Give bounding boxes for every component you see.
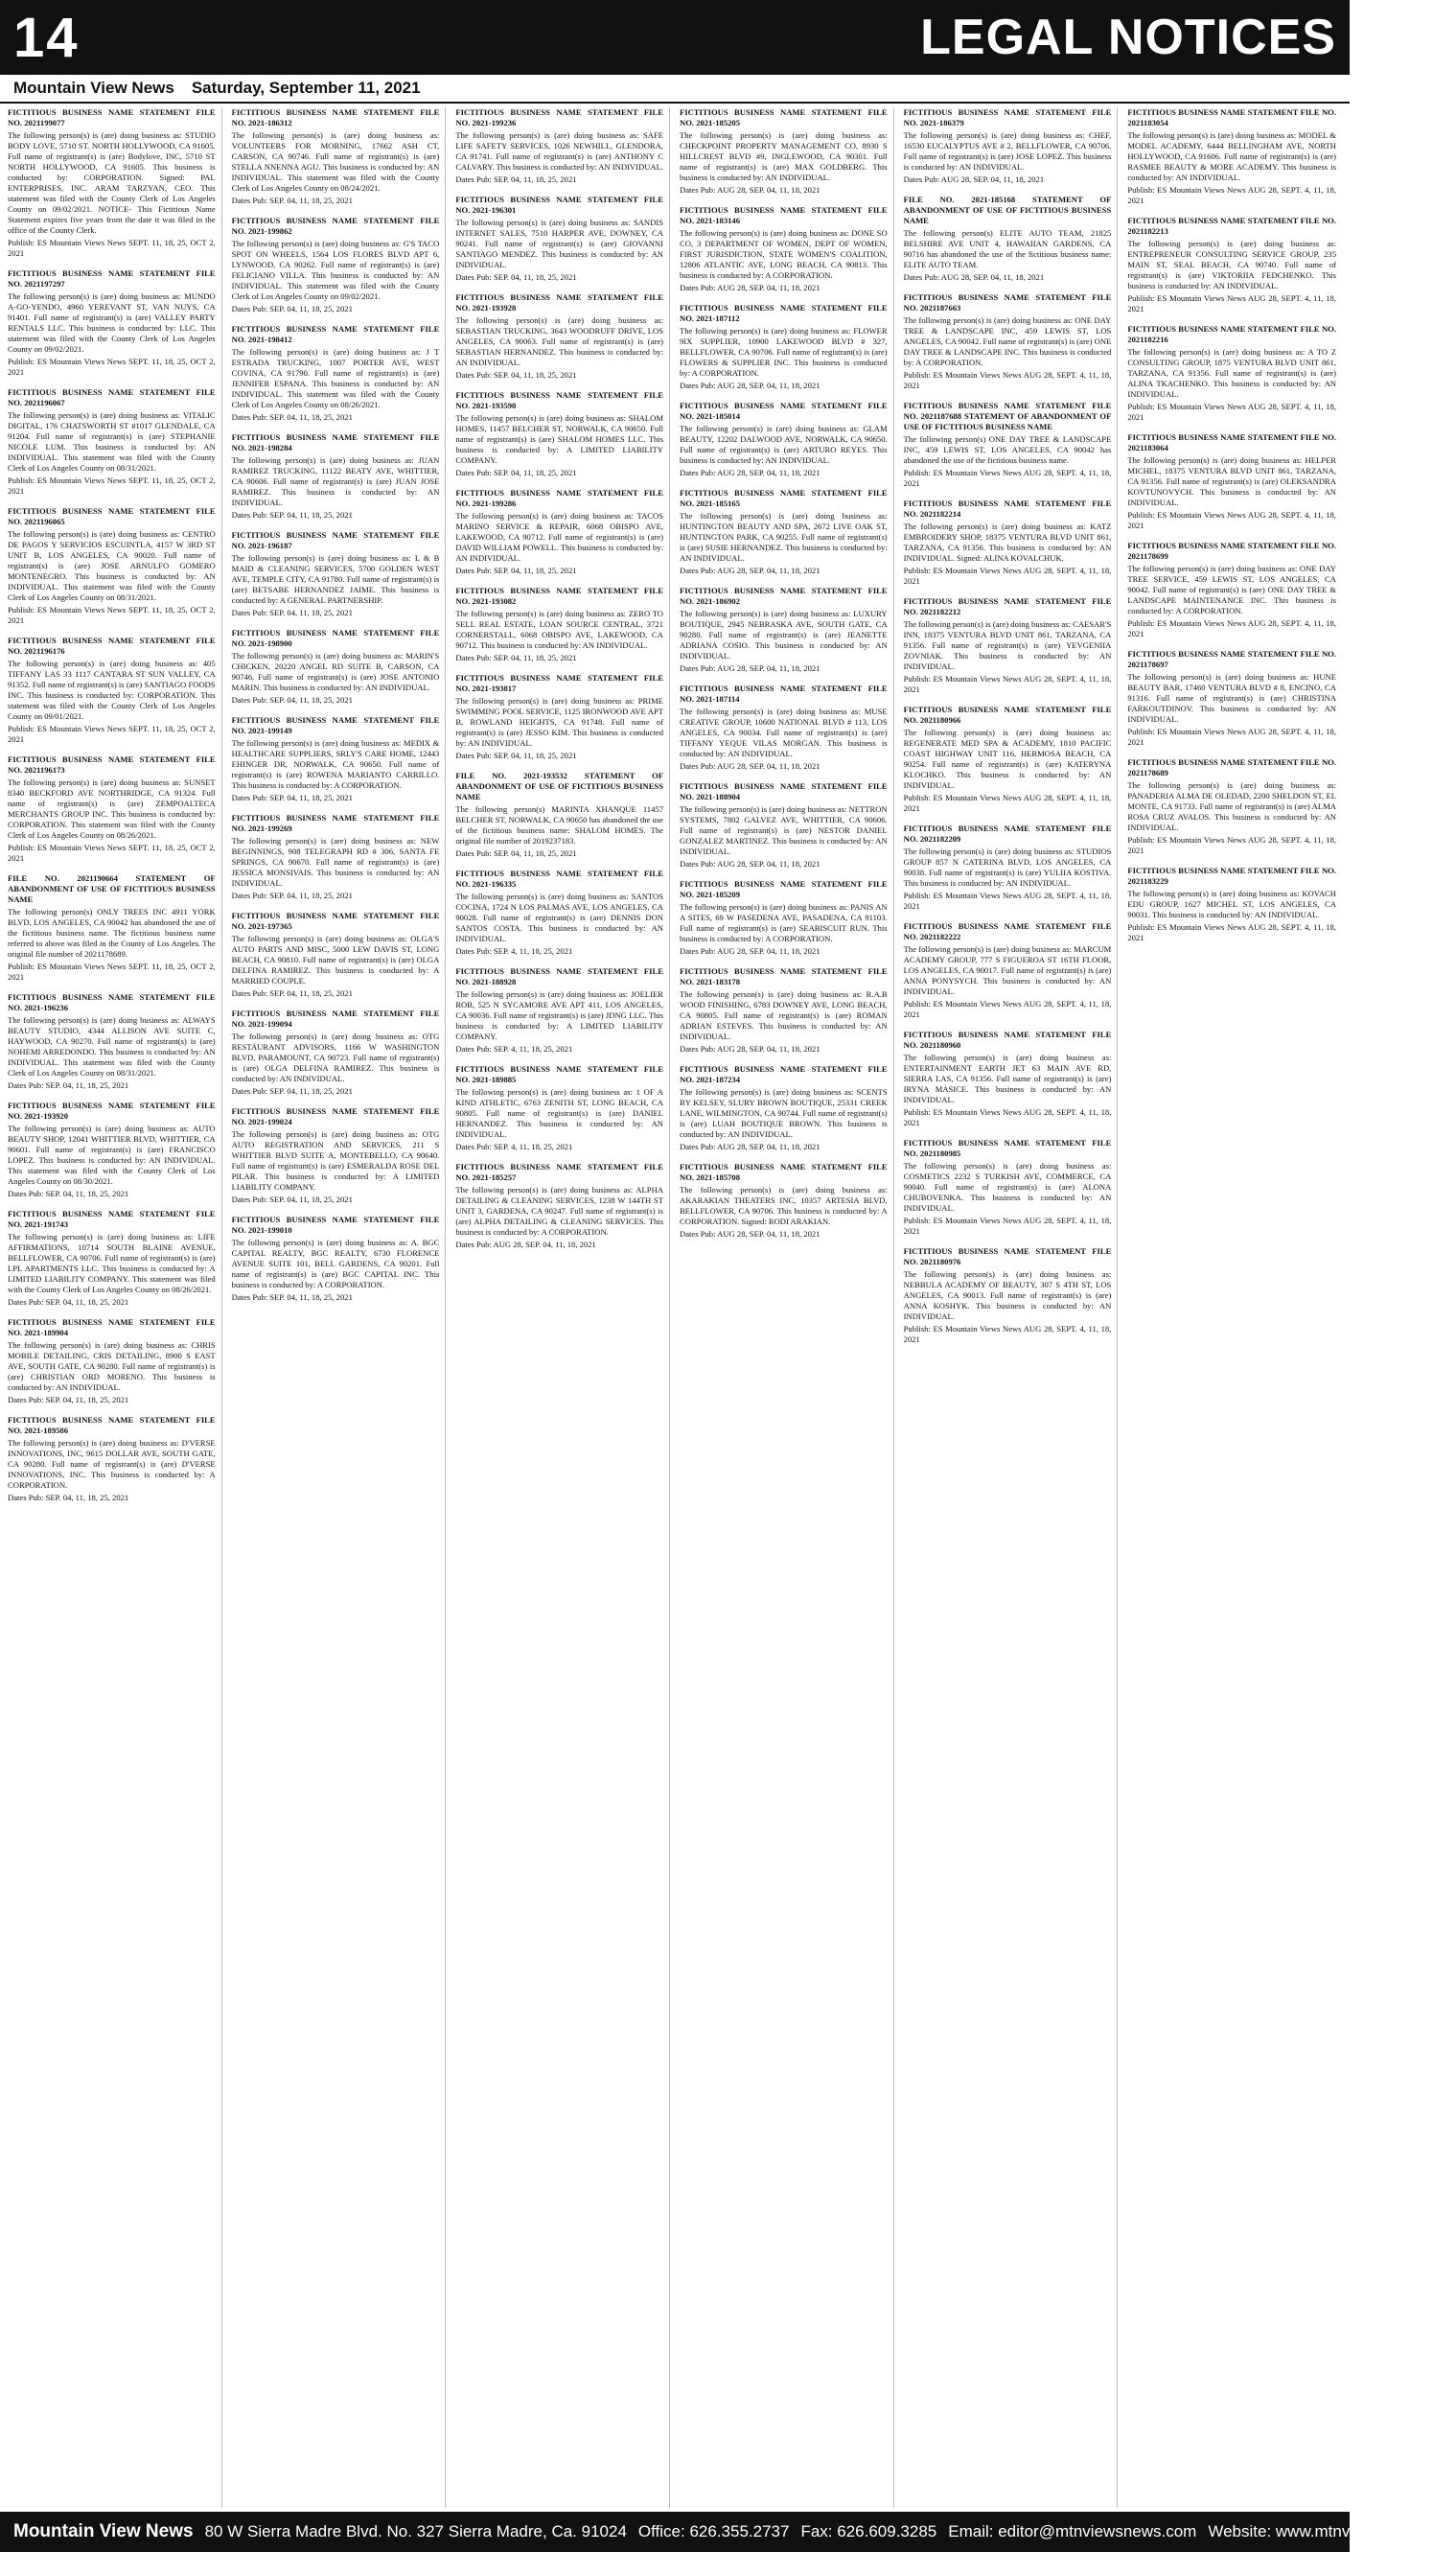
notice-heading: FICTITIOUS BUSINESS NAME STATEMENT FILE NO. 2021-189586 [8,1415,216,1435]
legal-notice [455,869,663,957]
page-number: 14 [13,6,80,69]
legal-notice [904,705,1112,814]
notice-body: The following person(s) is (are) doing business as: AKARAKIAN THEATERS INC, 10357 ARTESIA BLVD, BELLFLOWER, CA 90706. This business is conducted by: A CORPORATION. Signed: RODI ARAKIAN. [680,1185,888,1226]
notice-body: The following person(s) is (are) doing business as: VOLUNTEERS FOR MORNING, 17662 ASH CT, CARSON, CA 90746. Full name of registrant(s) is (are) STELLA NNENNA AGU. This business is conducted by: AN INDIVIDUAL. This statement was filed with the County Clerk of Los Angeles County on 08/24/2021. [231,130,440,193]
notice-pub: Dates Pub: AUG 28, SEP. 04, 11, 18, 2021 [680,381,820,390]
notice-heading: FICTITIOUS BUSINESS NAME STATEMENT FILE NO. 2021-188928 [455,966,663,986]
legal-notice [455,195,663,283]
notice-heading: FICTITIOUS BUSINESS NAME STATEMENT FILE NO. 2021-196187 [231,530,440,550]
legal-notice [8,636,216,745]
notice-pub: Dates Pub: AUG 28, SEP. 04, 11, 18, 2021 [680,1229,820,1239]
notice-heading: FICTITIOUS BUSINESS NAME STATEMENT FILE NO. 2021-186312 [231,107,440,128]
notice-pub: Publish: ES Mountain Views News AUG 28, SEPT. 4, 11, 18, 2021 [903,566,1112,586]
notice-body: The following person(s) is (are) doing business as: CAESAR'S INN, 18375 VENTURA BLVD UNIT 861, TARZANA, CA 91356. Full name of registrant(s) is (are) YEVGENIIA ZOVNIAK. This business is conducted by: AN INDIVIDUAL. [903,619,1112,671]
legal-notice [8,1317,216,1405]
footer-paper-name: Mountain View News [13,2521,194,2541]
notice-body: The following person(s) is (are) doing business as: SUNSET 8340 BECKFORD AVE NORTHRIDGE, CA 91324. Full name of registrant(s) is (are) ZEMPOALTECA MERCHANTS GROUP INC. This business is conducted by: CORPORATION. This statement was filed with the County Clerk of Los Angeles County on 08/26/2021. [8,777,216,840]
notice-heading: FICTITIOUS BUSINESS NAME STATEMENT FILE NO. 2021187663 [903,292,1112,313]
legal-notice [904,292,1112,391]
notice-heading: FICTITIOUS BUSINESS NAME STATEMENT FILE NO. 2021-199862 [231,216,440,236]
notice-body: The following person(s) is (are) doing business as: HUNE BEAUTY BAR, 17460 VENTURA BLVD # 8, ENCINO, CA 91316. Full name of registrant(s) is (are) CHRISTINA FARKOUTDINOV. This business is conducted by: AN INDIVIDUAL. [1127,672,1336,724]
notice-heading: FICTITIOUS BUSINESS NAME STATEMENT FILE NO. 2021-199024 [231,1106,440,1126]
notice-pub: Dates Pub: AUG 28, SEP. 04, 11, 18, 2021 [455,1240,596,1249]
notice-heading: FILE NO. 2021-185168 STATEMENT OF ABANDONMENT OF USE OF FICTITIOUS BUSINESS NAME [903,195,1112,225]
footer-office-phone: Office: 626.355.2737 [637,2522,790,2540]
notice-heading: FICTITIOUS BUSINESS NAME STATEMENT FILE NO. 2021182214 [903,499,1112,519]
notice-heading: FICTITIOUS BUSINESS NAME STATEMENT FILE NO. 2021180966 [903,705,1112,725]
notice-body: The following person(s) is (are) doing business as: CHECKPOINT PROPERTY MANAGEMENT CO, 8930 S HILLCREST BLVD #9, INGLEWOOD, CA 90301. Full name of registrant(s) is (are) MAX GOLDBERG. This business is conducted by: AN INDIVIDUAL. [680,130,888,182]
legal-notice [455,966,663,1055]
notice-body: The following person(s) is (are) doing business as: KATZ EMBROIDERY SHOP, 18375 VENTURA BLVD UNIT 861, TARZANA, CA 91356. This business is conducted by: AN INDIVIDUAL. Signed: ALINA KOVALCHUK. [903,522,1112,563]
notice-body: The following person(s) is (are) doing business as: JOELIER ROB, 525 N SYCAMORE AVE APT 411, LOS ANGELES, CA 90036. Full name of registrant(s) is (are) JDNG LLC. This business is conducted by: A LIMITED LIABILITY COMPANY. [455,989,663,1041]
notice-body: The following person(s) is (are) doing business as: ENTERTAINMENT EARTH JET 63 MAIN AVE RD, SIERRA LAS, CA 91356. Full name of registrant(s) is (are) IRYNA MASICE. This business is conducted by: AN INDIVIDUAL. [903,1053,1112,1104]
notice-heading: FICTITIOUS BUSINESS NAME STATEMENT FILE NO. 2021-193817 [455,673,663,693]
notice-pub: Dates Pub: SEP. 04, 11, 18, 25, 2021 [231,891,353,900]
legal-notice [232,107,440,206]
notice-pub: Dates Pub: SEP. 04, 11, 18, 25, 2021 [8,1493,129,1502]
notice-pub: Publish: ES Mountain Views News SEPT. 11, 18, 25, OCT 2, 2021 [8,238,216,258]
notice-heading: FICTITIOUS BUSINESS NAME STATEMENT FILE NO. 2021-185257 [455,1162,663,1182]
notice-pub: Publish: ES Mountain Views News SEPT. 11, 18, 25, OCT 2, 2021 [8,724,216,744]
legal-notice [680,401,888,478]
legal-notice [455,107,663,185]
notice-pub: Dates Pub: SEP. 04, 11, 18, 25, 2021 [455,566,577,575]
legal-notice [8,754,216,864]
legal-notice [904,195,1112,283]
notice-pub: Dates Pub: SEP. 4, 11, 18, 25, 2021 [455,1142,573,1151]
legal-notice [680,781,888,870]
legal-notice [904,499,1112,587]
notice-body: The following person(s) is (are) doing business as: NETTRON SYSTEMS, 7802 GALVEZ AVE, WHITTIER, CA 90606. Full name of registrant(s) is (are) NESTOR DANIEL GONZALEZ MARTINEZ. This business is conducted by: AN INDIVIDUAL. [680,804,888,856]
notice-pub: Publish: ES Mountain Views News AUG 28, SEPT. 4, 11, 18, 2021 [903,1107,1112,1127]
notice-pub: Publish: ES Mountain Views News AUG 28, SEPT. 4, 11, 18, 2021 [903,1324,1112,1344]
notice-heading: FICTITIOUS BUSINESS NAME STATEMENT FILE NO. 2021-185708 [680,1162,888,1182]
notice-pub: Dates Pub: SEP. 04, 11, 18, 25, 2021 [231,1086,353,1096]
legal-notice [232,628,440,706]
legal-notice [680,488,888,576]
legal-notice [904,824,1112,912]
notice-body: The following person(s) MARINTA XHANQUE 11457 BELCHER ST, NORWALK, CA 90650 has abandoned the use of the fictitious business name: SHALOM HOMES. The original file number of 2019237183. [455,804,663,846]
legal-notice [455,1162,663,1250]
notice-heading: FICTITIOUS BUSINESS NAME STATEMENT FILE NO. 2021183064 [1127,432,1336,452]
notice-column [904,107,1119,2508]
notice-body: The following person(s) is (are) doing business as: STUDIO BODY LOVE, 5710 ST. NORTH HOLLYWOOD, CA 91605. Full name of registrant(s) is (are) Bodylove, INC, 5710 ST NORTH HOLLYWOOD, CA 91605. This business is conducted by: CORPORATION. Signed: PAL ENTERPRISES, INC. ARAM TARZYAN, CEO. This statement was filed with the County Clerk of Los Angeles County on 09/02/2021. NOTICE- This Fictitious Name Statement expires five years from the date it was filed in the office of the County Clerk. [8,130,216,235]
notice-heading: FICTITIOUS BUSINESS NAME STATEMENT FILE NO. 2021-196301 [455,195,663,215]
notice-heading: FICTITIOUS BUSINESS NAME STATEMENT FILE NO. 2021-198284 [231,432,440,452]
notice-heading: FICTITIOUS BUSINESS NAME STATEMENT FILE NO. 2021-198412 [231,324,440,344]
legal-notice [8,268,216,378]
notice-body: The following person(s) is (are) doing business as: CHRIS MOBILE DETAILING, CRIS DETAILING, 8900 S EAST AVE, SOUTH GATE, CA 90280. Full name of registrant(s) is (are) CHRISTIAN ORD MORENO. This business is conducted by: AN INDIVIDUAL. [8,1340,216,1392]
notice-body: The following person(s) is (are) doing business as: ONE DAY TREE SERVICE, 459 LEWIS ST, LOS ANGELES, CA 90042. Full name of registrant(s) is (are) ONE DAY TREE & LANDSCAPE MAINTENANCE INC. This business is conducted by: A CORPORATION. [1127,564,1336,615]
notice-heading: FICTITIOUS BUSINESS NAME STATEMENT FILE NO. 2021-189885 [455,1064,663,1084]
notice-body: The following person(s) is (are) doing business as: TACOS MARINO SERVICE & REPAIR, 6068 OBISPO AVE, LAKEWOOD, CA 90712. Full name of registrant(s) is (are) DAVID WILLIAM POWELL. This business is conducted by: AN INDIVIDUAL. [455,511,663,563]
legal-notice [904,1030,1112,1128]
notice-heading: FICTITIOUS BUSINESS NAME STATEMENT FILE NO. 2021178689 [1127,757,1336,777]
notice-pub: Dates Pub: SEP. 4, 11, 18, 25, 2021 [455,946,573,956]
notice-pub: Dates Pub: SEP. 04, 11, 18, 25, 2021 [231,1195,353,1204]
notice-pub: Dates Pub: SEP. 04, 11, 18, 25, 2021 [8,1189,129,1198]
legal-notice [680,303,888,391]
legal-notice [1127,324,1336,423]
notice-pub: Publish: ES Mountain Views News AUG 28, SEPT. 4, 11, 18, 2021 [1127,618,1336,638]
legal-notice [232,432,440,521]
notice-pub: Dates Pub: SEP. 04, 11, 18, 25, 2021 [231,412,353,422]
notice-heading: FICTITIOUS BUSINESS NAME STATEMENT FILE NO. 2021-185014 [680,401,888,421]
masthead [0,0,1350,75]
notice-pub: Dates Pub: SEP. 04, 11, 18, 25, 2021 [231,793,353,802]
notice-body: The following person(s) is (are) doing business as: ENTREPRENEUR CONSULTING SERVICE GROUP, 235 MAIN ST, SEAL BEACH, CA 90740. Full name of registrant(s) is (are) VIKTORIIA FEDCHENKO. This business is conducted by: AN INDIVIDUAL. [1127,239,1336,290]
notice-body: The following person(s) is (are) doing business as: LIFE AFFIRMATIONS, 10714 SOUTH BLAINE AVENUE, BELLFLOWER, CA 90706. Full name of registrant(s) is (are) LPL APARTMENTS LLC. This business is conducted by: A LIMITED LIABILITY COMPANY. This statement was filed with the County Clerk of Los Angeles County on 08/26/2021. [8,1232,216,1294]
notice-heading: FICTITIOUS BUSINESS NAME STATEMENT FILE NO. 2021196173 [8,754,216,775]
notice-heading: FICTITIOUS BUSINESS NAME STATEMENT FILE NO. 2021-186902 [680,586,888,606]
notice-pub: Dates Pub: AUG 28, SEP. 04, 11, 18, 2021 [680,663,820,673]
legal-notice [8,1101,216,1199]
notice-heading: FICTITIOUS BUSINESS NAME STATEMENT FILE NO. 2021-183178 [680,966,888,986]
legal-notice [1127,649,1336,748]
legal-notice [1127,107,1336,206]
notice-body: The following person(s) is (are) doing business as: LUXURY BOUTIQUE, 2945 NEBRASKA AVE, SOUTH GATE, CA 90280. Full name of registrant(s) is (are) JEANETTE ADRIANA COSIO. This business is conducted by: AN INDIVIDUAL. [680,609,888,661]
legal-notice [455,673,663,761]
legal-notice [8,107,216,259]
legal-notice [455,1064,663,1152]
notice-pub: Publish: ES Mountain Views News AUG 28, SEPT. 4, 11, 18, 2021 [903,1216,1112,1236]
notice-pub: Dates Pub: AUG 28, SEP. 04, 11, 18, 2021 [680,185,820,195]
notice-column [455,107,670,2508]
notice-pub: Dates Pub: SEP. 04, 11, 18, 25, 2021 [455,848,577,858]
notice-body: The following person(s) is (are) doing business as: MUSE CREATIVE GROUP, 10600 NATIONAL BLVD # 113, LOS ANGELES, CA 90034. Full name of registrant(s) is (are) TIFFANY YEQUE VILAS MORGAN. This business is conducted by: AN INDIVIDUAL. [680,707,888,758]
section-title: LEGAL NOTICES [920,10,1336,65]
legal-notice [8,992,216,1091]
legal-notice [232,911,440,999]
notice-heading: FICTITIOUS BUSINESS NAME STATEMENT FILE NO. 2021-199094 [231,1009,440,1029]
footer-website: Website: www.mtnviewsnews.com [1208,2522,1456,2540]
notice-body: The following person(s) is (are) doing business as: SCENTS BY KELSEY, SLURY BROWN BOUTIQUE, 25331 CREEK LANE, WILMINGTON, CA 90744. Full name of registrant(s) is (are) LUAH BOUTIQUE BROWN. This business is conducted by: AN INDIVIDUAL. [680,1087,888,1139]
notice-body: The following person(s) is (are) doing business as: R.A.B WOOD FINISHING, 6783 DOWNEY AVE, LONG BEACH, CA 90805. Full name of registrant(s) is (are) ROMAN ADRIAN ESTEVES. This business is conducted by: AN INDIVIDUAL. [680,989,888,1041]
notice-pub: Publish: ES Mountain Views News AUG 28, SEPT. 4, 11, 18, 2021 [1127,293,1336,313]
notice-heading: FICTITIOUS BUSINESS NAME STATEMENT FILE NO. 2021182216 [1127,324,1336,344]
notice-pub: Publish: ES Mountain Views News SEPT. 11, 18, 25, OCT 2, 2021 [8,476,216,496]
notice-body: The following person(s) is (are) doing business as: SANDIS INTERNET SALES, 7510 HARPER AVE, DOWNEY, CA 90241. Full name of registrant(s) is (are) GIOVANNI SANTIAGO MENDEZ. This business is conducted by: AN INDIVIDUAL. [455,218,663,269]
notice-body: The following person(s) is (are) doing business as: A TO Z CONSULTING GROUP, 1875 VENTURA BLVD UNIT 861, TARZANA, CA 91356. Full name of registrant(s) is (are) ALINA TKACHENKO. This business is conducted by: AN INDIVIDUAL. [1127,347,1336,399]
notice-pub: Publish: ES Mountain Views News SEPT. 11, 18, 25, OCT 2, 2021 [8,843,216,863]
notice-pub: Dates Pub: AUG 28, SEP. 04, 11, 18, 2021 [680,283,820,292]
notice-pub: Dates Pub: SEP. 04, 11, 18, 25, 2021 [455,370,577,380]
notice-body: The following person(s) is (are) doing business as: L & B MAID & CLEANING SERVICES, 5700 GOLDEN WEST AVE, TEMPLE CITY, CA 91780. Full name of registrant(s) is (are) BETSABE HERNANDEZ JAIME. This business is conducted by: A GENERAL PARTNERSHIP. [231,553,440,605]
notice-heading: FICTITIOUS BUSINESS NAME STATEMENT FILE NO. 2021-188904 [680,781,888,801]
notice-heading: FICTITIOUS BUSINESS NAME STATEMENT FILE NO. 2021-193920 [8,1101,216,1121]
legal-notice [8,1209,216,1308]
notice-heading: FICTITIOUS BUSINESS NAME STATEMENT FILE NO. 2021-185209 [680,879,888,899]
paper-name: Mountain View News [13,79,174,97]
footer-address: 80 W Sierra Madre Blvd. No. 327 Sierra Madre, Ca. 91024 [204,2522,627,2540]
notice-body: The following person(s) is (are) doing business as: COSMETICS 2232 S TURKISH AVE, COMMERCE, CA 90040. Full name of registrant(s) is (are) ALONA CHUBOVENKA. This business is conducted by: AN INDIVIDUAL. [903,1161,1112,1213]
legal-notice [680,586,888,674]
notice-pub: Publish: ES Mountain Views News AUG 28, SEPT. 4, 11, 18, 2021 [903,674,1112,694]
notice-heading: FICTITIOUS BUSINESS NAME STATEMENT FILE NO. 2021-199149 [231,715,440,735]
notice-body: The following person(s) is (are) doing business as: JUAN RAMIREZ TRUCKING, 11122 BEATY AVE, WHITTIER, CA 90606. Full name of registrant(s) is (are) JUAN JOSE RAMIREZ. This business is conducted by: AN INDIVIDUAL. [231,455,440,507]
notice-body: The following person(s) is (are) doing business as: FLOWER 9IX SUPPLIER, 10900 LAKEWOOD BLVD # 327, BELLFLOWER, CA 90706. Full name of registrant(s) is (are) FLOWERS & SUPPLIER INC. This business is conducted by: A CORPORATION. [680,326,888,378]
notice-body: The following person(s) is (are) doing business as: NEBBULA ACADEMY OF BEAUTY, 307 S 4TH ST, LOS ANGELES, CA 90013. Full name of registrant(s) is (are) ANNA KOSHYK. This business is conducted by: AN INDIVIDUAL. [903,1269,1112,1321]
legal-notice [8,506,216,626]
notice-heading: FICTITIOUS BUSINESS NAME STATEMENT FILE NO. 2021182213 [1127,216,1336,236]
notice-body: The following person(s) ONLY TREES INC 4911 YORK BLVD, LOS ANGELES, CA 90042 has abandoned the use of the fictitious business name. The fictitious business name referred to above was filed in the County of Los Angeles. The original file number of 2021178689. [8,907,216,959]
legal-notice [455,390,663,478]
legal-notice [904,1138,1112,1237]
notice-body: The following person(s) is (are) doing business as: MARCUM ACADEMY GROUP, 777 S FIGUEROA ST 16TH FLOOR, LOS ANGELES, CA 90017. Full name of registrant(s) is (are) ANNA PONYSYCH. This business is conducted by: AN INDIVIDUAL. [903,944,1112,996]
notice-heading: FICTITIOUS BUSINESS NAME STATEMENT FILE NO. 2021-199236 [455,107,663,128]
notice-heading: FICTITIOUS BUSINESS NAME STATEMENT FILE NO. 2021196067 [8,387,216,407]
notice-body: The following person(s) is (are) doing business as: PRIME SWIMMING POOL SERVICE, 1125 IRONWOOD AVE APT B, ROWLAND HEIGHTS, CA 91748. Full name of registrant(s) is (are) JESSO KIM. This business is conducted by: AN INDIVIDUAL. [455,696,663,748]
notice-heading: FICTITIOUS BUSINESS NAME STATEMENT FILE NO. 2021-186379 [903,107,1112,128]
notice-body: The following person(s) is (are) doing business as: VITALIC DIGITAL, 176 CHATSWORTH ST #1017 GLENDALE, CA 91204. Full name of registrant(s) is (are) STEPHANIE NICOLE LUM. This business is conducted by: AN INDIVIDUAL. This statement was filed with the County Clerk of Los Angeles County on 08/31/2021. [8,410,216,473]
notice-heading: FICTITIOUS BUSINESS NAME STATEMENT FILE NO. 2021-196236 [8,992,216,1012]
notice-heading: FICTITIOUS BUSINESS NAME STATEMENT FILE NO. 2021-189904 [8,1317,216,1337]
legal-notice [680,879,888,957]
notice-heading: FICTITIOUS BUSINESS NAME STATEMENT FILE NO. 2021178699 [1127,541,1336,561]
notice-body: The following person(s) is (are) doing business as: D'VERSE INNOVATIONS, INC, 9615 DOLLAR AVE, SOUTH GATE, CA 90280. Full name of registrant(s) is (are) D'VERSE INNOVATIONS, INC. This business is conducted by: A CORPORATION. [8,1438,216,1490]
legal-notice [1127,866,1336,943]
notice-heading: FICTITIOUS BUSINESS NAME STATEMENT FILE NO. 2021183229 [1127,866,1336,886]
notice-pub: Publish: ES Mountain Views News SEPT. 11, 18, 25, OCT 2, 2021 [8,962,216,982]
legal-notice [904,1246,1112,1345]
notice-pub: Dates Pub: AUG 28, SEP. 04, 11, 18, 2021 [903,174,1045,184]
footer-fax: Fax: 626.609.3285 [800,2522,937,2540]
notice-heading: FICTITIOUS BUSINESS NAME STATEMENT FILE NO. 2021-185205 [680,107,888,128]
notice-body: The following person(s) ONE DAY TREE & LANDSCAPE INC, 459 LEWIS ST, LOS ANGELES, CA 90042 has abandoned the use of the fictitious business name. [903,434,1112,465]
footer-email: Email: editor@mtnviewsnews.com [948,2522,1197,2540]
notice-heading: FICTITIOUS BUSINESS NAME STATEMENT FILE NO. 2021-185165 [680,488,888,508]
notice-heading: FICTITIOUS BUSINESS NAME STATEMENT FILE NO. 2021-198900 [231,628,440,648]
legal-notice [232,1009,440,1097]
notice-body: The following person(s) is (are) doing business as: ALWAYS BEAUTY STUDIO, 4344 ALLISON AVE SUITE C, HAYWOOD, CA 90270. Full name of registrant(s) is (are) NOHEMI ARREDONDO. This business is conducted by: AN INDIVIDUAL. This statement was filed with the County Clerk of Los Angeles County on 08/31/2021. [8,1015,216,1078]
notice-body: The following person(s) is (are) doing business as: ALPHA DETAILING & CLEANING SERVICES, 1238 W 144TH ST UNIT 3, GARDENA, CA 90247. Full name of registrant(s) is (are) ALPHA DETAILING & CLEANING SERVICES. This business is conducted by: A CORPORATION. [455,1185,663,1237]
notice-heading: FICTITIOUS BUSINESS NAME STATEMENT FILE NO. 2021182222 [903,921,1112,941]
notice-pub: Dates Pub: AUG 28, SEP. 04, 11, 18, 2021 [680,761,820,771]
notice-pub: Publish: ES Mountain Views News AUG 28, SEPT. 4, 11, 18, 2021 [903,999,1112,1019]
notice-body: The following person(s) is (are) doing business as: MODEL & MODEL ACADEMY, 6444 BELLINGHAM AVE, NORTH HOLLYWOOD, CA 91606. Full name of registrant(s) is (are) RASMEE BEAUTY & MORE ACADEMY. This business is conducted by: AN INDIVIDUAL. [1127,130,1336,182]
notice-pub: Dates Pub: AUG 28, SEP. 04, 11, 18, 2021 [680,566,820,575]
notice-body: The following person(s) is (are) doing business as: 1 OF A KIND ATHLETIC, 6763 ZENITH ST, LONG BEACH, CA 90805. Full name of registrant(s) is (are) DANIEL HERNANDEZ. This business is conducted by: AN INDIVIDUAL. [455,1087,663,1139]
notice-heading: FICTITIOUS BUSINESS NAME STATEMENT FILE NO. 2021196065 [8,506,216,526]
notice-heading: FICTITIOUS BUSINESS NAME STATEMENT FILE NO. 2021-193928 [455,292,663,313]
notice-body: The following person(s) is (are) doing business as: SEBASTIAN TRUCKING, 3643 WOODRUFF DRIVE, LOS ANGELES, CA 90063. Full name of registrant(s) is (are) SEBASTIAN HERNANDEZ. This business is conducted by: AN INDIVIDUAL. [455,315,663,367]
notice-body: The following person(s) is (are) doing business as: SANTOS COCINA, 1724 N LOS PALMAS AVE, LOS ANGELES, CA 90028. Full name of registrant(s) is (are) DENNIS DON SANTOS COSTA. This business is conducted by: AN INDIVIDUAL. [455,892,663,943]
notice-pub: Dates Pub: SEP. 04, 11, 18, 25, 2021 [8,1080,129,1090]
legal-notice [232,715,440,803]
notice-pub: Publish: ES Mountain Views News AUG 28, SEPT. 4, 11, 18, 2021 [1127,510,1336,530]
notice-heading: FICTITIOUS BUSINESS NAME STATEMENT FILE NO. 2021183054 [1127,107,1336,128]
notice-pub: Dates Pub: SEP. 04, 11, 18, 25, 2021 [455,468,577,477]
issue-line [0,75,1350,104]
notice-pub: Dates Pub: AUG 28, SEP. 04, 11, 18, 2021 [680,946,820,956]
notice-heading: FICTITIOUS BUSINESS NAME STATEMENT FILE NO. 2021-183146 [680,205,888,225]
legal-notice [8,387,216,497]
notice-pub: Publish: ES Mountain Views News AUG 28, SEPT. 4, 11, 18, 2021 [903,468,1112,488]
notice-pub: Dates Pub: SEP. 04, 11, 18, 25, 2021 [231,1292,353,1302]
notice-heading: FICTITIOUS BUSINESS NAME STATEMENT FILE NO. 2021187688 STATEMENT OF ABANDONMENT OF USE OF FICTITIOUS BUSINESS NAME [903,401,1112,431]
legal-notice [1127,432,1336,531]
notice-pub: Publish: ES Mountain Views News AUG 28, SEPT. 4, 11, 18, 2021 [1127,835,1336,855]
notice-pub: Dates Pub: SEP. 04, 11, 18, 25, 2021 [455,653,577,662]
notice-body: The following person(s) is (are) doing business as: OTG RESTAURANT ADVISORS, 1166 W WASHINGTON BLVD, PARAMOUNT, CA 90723. Full name of registrant(s) is (are) OLGA DELFINA RAMIREZ. This business is conducted by: AN INDIVIDUAL. [231,1032,440,1083]
notice-heading: FICTITIOUS BUSINESS NAME STATEMENT FILE NO. 2021182209 [903,824,1112,844]
notice-pub: Publish: ES Mountain Views News AUG 28, SEPT. 4, 11, 18, 2021 [903,891,1112,911]
legal-notice [680,107,888,196]
issue-date: Saturday, September 11, 2021 [191,79,421,97]
legal-notice [1127,216,1336,314]
notice-pub: Publish: ES Mountain Views News AUG 28, SEPT. 4, 11, 18, 2021 [1127,922,1336,942]
notice-pub: Dates Pub: SEP. 04, 11, 18, 25, 2021 [455,272,577,282]
notice-heading: FICTITIOUS BUSINESS NAME STATEMENT FILE NO. 2021-199286 [455,488,663,508]
notice-body: The following person(s) is (are) doing business as: OTG AUTO REGISTRATION AND SERVICES, 211 S WHITTIER BLVD SUITE A, MONTEBELLO, CA 90640. Full name of registrant(s) is (are) ESMERALDA ROSE DEL PILAR. This business is conducted by: A LIMITED LIABILITY COMPANY. [231,1129,440,1192]
notice-body: The following person(s) is (are) doing business as: HELPER MICHEL, 18375 VENTURA BLVD UNIT 861, TARZANA, CA 91356. Full name of registrant(s) is (are) OLEKSANDRA KOVTUNOVYCH. This business is conducted by: AN INDIVIDUAL. [1127,455,1336,507]
notice-heading: FICTITIOUS BUSINESS NAME STATEMENT FILE NO. 2021-197365 [231,911,440,931]
notice-heading: FICTITIOUS BUSINESS NAME STATEMENT FILE NO. 2021-187114 [680,684,888,704]
notice-body: The following person(s) ELITE AUTO TEAM, 21825 BELSHIRE AVE UNIT 4, HAWAIIAN GARDENS, CA 90716 has abandoned the use of the fictitious business name: ELITE AUTO TEAM. [903,228,1112,269]
notice-pub: Dates Pub: SEP. 04, 11, 18, 25, 2021 [455,751,577,760]
notice-body: The following person(s) is (are) doing business as: KOVACH EDU GROUP, 1627 MICHEL ST, LOS ANGELES, CA 90031. This business is conducted by: AN INDIVIDUAL. [1127,889,1336,919]
notice-pub: Dates Pub: AUG 28, SEP. 04, 11, 18, 2021 [680,468,820,477]
notice-body: The following person(s) is (are) doing business as: OLGA'S AUTO PARTS AND MISC, 5000 LEW DAVIS ST, LONG BEACH, CA 90810. Full name of registrant(s) is (are) OLGA DELFINA RAMIREZ. This business is conducted by: A MARRIED COUPLE. [231,934,440,986]
notice-body: The following person(s) is (are) doing business as: HUNTINGTON BEAUTY AND SPA, 2672 LIVE OAK ST, HUNTINGTON PARK, CA 90255. Full name of registrant(s) is (are) SUSIE HERNANDEZ. This business is conducted by: AN INDIVIDUAL. [680,511,888,563]
legal-notice [232,324,440,423]
notice-pub: Publish: ES Mountain Views News SEPT. 11, 18, 25, OCT 2, 2021 [8,357,216,377]
notice-pub: Dates Pub: AUG 28, SEP. 04, 11, 18, 2021 [680,1044,820,1054]
legal-notice [232,813,440,901]
notice-pub: Dates Pub: SEP. 04, 11, 18, 25, 2021 [8,1395,129,1404]
notice-heading: FICTITIOUS BUSINESS NAME STATEMENT FILE NO. 2021-191743 [8,1209,216,1229]
legal-notice [8,873,216,983]
legal-notice [904,921,1112,1020]
notice-body: The following person(s) is (are) doing business as: A. BGC CAPITAL REALTY, BGC REALTY, 6730 FLORENCE AVENUE SUITE 101, BELL GARDENS, CA 90201. Full name of registrant(s) is (are) BGC CAPITAL INC. This business is conducted by: A CORPORATION. [231,1238,440,1289]
legal-notice [232,1106,440,1205]
notice-pub: Dates Pub: AUG 28, SEP. 04, 11, 18, 2021 [903,272,1045,282]
notice-heading: FICTITIOUS BUSINESS NAME STATEMENT FILE NO. 2021-187234 [680,1064,888,1084]
legal-notice [680,966,888,1055]
legal-notice [904,596,1112,695]
notice-body: The following person(s) is (are) doing business as: DONE SO CO, 3 DEPARTMENT OF WOMEN, DEPT OF WOMEN, FIRST JURISDICTION, STATE WOMEN'S COALITION, 12806 ATLANTIC AVE, LONG BEACH, CA 90813. This business is conducted by: A CORPORATION. [680,228,888,280]
notice-pub: Publish: ES Mountain Views News SEPT. 11, 18, 25, OCT 2, 2021 [8,605,216,625]
notice-body: The following person(s) is (are) doing business as: G'S TACO SPOT ON WHEELS, 1564 LOS FLORES BLVD APT 6, LYNWOOD, CA 90262. Full name of registrant(s) is (are) FELICIANO VILLA. This business is conducted by: AN INDIVIDUAL. This statement was filed with the County Clerk of Los Angeles County on 09/02/2021. [231,239,440,301]
notice-body: The following person(s) is (are) doing business as: PANADERIA ALMA DE OLEDAD, 2200 SHELDON ST, EL MONTE, CA 91733. Full name of registrant(s) is (are) ALMA ROSA CRUZ AVALOS. This business is conducted by: AN INDIVIDUAL. [1127,780,1336,832]
notice-body: The following person(s) is (are) doing business as: STUDIOS GROUP 857 N CATERINA BLVD, LOS ANGELES, CA 90038. Full name of registrant(s) is (are) YULIIA KOSTIVA. This business is conducted by: AN INDIVIDUAL. [903,847,1112,888]
notice-body: The following person(s) is (are) doing business as: SHALOM HOMES, 11457 BELCHER ST, NORWALK, CA 90650. Full name of registrant(s) is (are) SHALOM HOMES LLC. This business is conducted by: A LIMITED LIABILITY COMPANY. [455,413,663,465]
notice-heading: FICTITIOUS BUSINESS NAME STATEMENT FILE NO. 2021-193082 [455,586,663,606]
notice-pub: Publish: ES Mountain Views News AUG 28, SEPT. 4, 11, 18, 2021 [1127,402,1336,422]
notice-heading: FICTITIOUS BUSINESS NAME STATEMENT FILE NO. 2021-199010 [231,1215,440,1235]
notice-pub: Dates Pub: SEP. 04, 11, 18, 25, 2021 [231,608,353,617]
legal-notice [8,1415,216,1503]
legal-notice [904,107,1112,185]
notice-heading: FICTITIOUS BUSINESS NAME STATEMENT FILE NO. 2021199077 [8,107,216,128]
notice-pub: Publish: ES Mountain Views News AUG 28, SEPT. 4, 11, 18, 2021 [903,370,1112,390]
notice-heading: FILE NO. 2021190664 STATEMENT OF ABANDONMENT OF USE OF FICTITIOUS BUSINESS NAME [8,873,216,904]
notice-body: The following person(s) is (are) doing business as: MARIN'S CHICKEN, 20220 ANGEL RD SUITE B, CARSON, CA 90746. Full name of registrant(s) is (are) JOSE ANTONIO MARIN. This business is conducted by: AN INDIVIDUAL. [231,651,440,692]
legal-notice [232,1215,440,1303]
notice-pub: Publish: ES Mountain Views News AUG 28, SEPT. 4, 11, 18, 2021 [1127,727,1336,747]
notice-body: The following person(s) is (are) doing business as: MUNDO A-GO-YENDO, 4960 YEREVANT ST, VAN NUYS, CA 91401. Full name of registrant(s) is (are) VALLEY PARTY RENTALS LLC. This business is conducted by: LLC. This statement was filed with the County Clerk of Los Angeles County on 09/02/2021. [8,291,216,354]
notice-body: The following person(s) is (are) doing business as: 405 TIFFANY LAS 33 1117 CANTARA ST SUN VALLEY, CA 91352. Full name of registrant(s) is (are) SANTIAGO FOODS INC. This business is conducted by: CORPORATION. This statement was filed with the County Clerk of Los Angeles County on 09/01/2021. [8,659,216,721]
notice-heading: FICTITIOUS BUSINESS NAME STATEMENT FILE NO. 2021180976 [903,1246,1112,1266]
notice-body: The following person(s) is (are) doing business as: MEDIX & HEALTHCARE SUPPLIERS, SRLY'S CARE HOME, 12443 EHINGER DR, NORWALK, CA 90650. Full name of registrant(s) is (are) ROWENA MARIANTO CARRILLO. This business is conducted by: A CORPORATION. [231,738,440,790]
legal-notice [455,586,663,663]
notice-heading: FICTITIOUS BUSINESS NAME STATEMENT FILE NO. 2021-196335 [455,869,663,889]
legal-notice [455,771,663,859]
legal-notice [680,205,888,293]
notice-pub: Dates Pub: AUG 28, SEP. 04, 11, 18, 2021 [680,859,820,869]
legal-notice [904,401,1112,489]
notice-heading: FICTITIOUS BUSINESS NAME STATEMENT FILE NO. 2021197297 [8,268,216,289]
notice-body: The following person(s) is (are) doing business as: PANIS AN A SITES, 69 W PASEDENA AVE, PASADENA, CA 91103. Full name of registrant(s) is (are) SEABISCUIT RUN. This business is conducted by: A CORPORATION. [680,902,888,943]
notice-column [1127,107,1342,2508]
legal-notice [680,684,888,772]
notice-column [8,107,222,2508]
notice-heading: FICTITIOUS BUSINESS NAME STATEMENT FILE NO. 2021180960 [903,1030,1112,1050]
notice-body: The following person(s) is (are) doing business as: SAFE LIFE SAFETY SERVICES, 1026 NEWHILL, GLENDORA, CA 91741. Full name of registrant(s) is (are) ANTHONY C CALVARY. This business is conducted by: AN INDIVIDUAL. [455,130,664,172]
notice-body: The following person(s) is (are) doing business as: AUTO BEAUTY SHOP, 12041 WHITTIER BLVD, WHITTIER, CA 90601. Full name of registrant(s) is (are) FRANCISCO LOPEZ. This business is conducted by: AN INDIVIDUAL. This statement was filed with the County Clerk of Los Angeles County on 08/30/2021. [8,1124,216,1186]
notice-heading: FICTITIOUS BUSINESS NAME STATEMENT FILE NO. 2021180985 [903,1138,1112,1158]
notice-body: The following person(s) is (are) doing business as: GLAM BEAUTY, 12202 DALWOOD AVE, NORWALK, CA 90650. Full name of registrant(s) is (are) ARTURO REYES. This business is conducted by: AN INDIVIDUAL. [680,424,888,465]
notice-pub: Dates Pub: AUG 28, SEP. 04, 11, 18, 2021 [680,1142,820,1151]
notice-heading: FICTITIOUS BUSINESS NAME STATEMENT FILE NO. 2021-193590 [455,390,663,410]
legal-notice [455,488,663,576]
notice-pub: Dates Pub: SEP. 04, 11, 18, 25, 2021 [231,695,353,705]
notice-body: The following person(s) is (are) doing business as: NEW BEGINNINGS, 908 TELEGRAPH RD # 306, SANTA FE SPRINGS, CA 90670. Full name of registrant(s) is (are) JESSICA MONSIVAIS. This business is conducted by: AN INDIVIDUAL. [231,836,440,888]
notice-heading: FICTITIOUS BUSINESS NAME STATEMENT FILE NO. 2021-199269 [231,813,440,833]
notice-body: The following person(s) is (are) doing business as: CHEF, 16530 EUCALYPTUS AVE # 2, BELLFLOWER, CA 90706. Full name of registrant(s) is (are) JOSE LOPEZ. This business is conducted by: AN INDIVIDUAL. [903,130,1112,172]
legal-notice [680,1162,888,1240]
legal-notice [1127,541,1336,639]
legal-notice [232,530,440,618]
notice-heading: FICTITIOUS BUSINESS NAME STATEMENT FILE NO. 2021182212 [903,596,1112,616]
notice-body: The following person(s) is (are) doing business as: J T ESTRADA TRUCKING, 1007 PORTER AVE, WEST COVINA, CA 91790. Full name of registrant(s) is (are) JENNIFER ESPANA. This business is conducted by: AN INDIVIDUAL. This statement was filed with the County Clerk of Los Angeles County on 08/26/2021. [231,347,440,409]
notice-body: The following person(s) is (are) doing business as: CENTRO DE PAGOS Y SERVICIOS ESCUINTLA, 4157 W 3RD ST UNIT B, LOS ANGELES, CA 90020. Full name of registrant(s) is (are) JOSE ARNULFO GOMERO MONTENEGRO. This business is conducted by: AN INDIVIDUAL. This statement was filed with the County Clerk of Los Angeles County on 08/31/2021. [8,529,216,602]
notice-pub: Dates Pub: SEP. 04, 11, 18, 25, 2021 [8,1297,129,1307]
notice-body: The following person(s) is (are) doing business as: REGENERATE MED SPA & ACADEMY, 1810 PACIFIC COAST HIGHWAY UNIT 116, HERMOSA BEACH, CA 90254. Full name of registrant(s) is (are) KATERYNA KLOCHKO. This business is conducted by: AN INDIVIDUAL. [903,728,1112,790]
notice-pub: Dates Pub: SEP. 04, 11, 18, 25, 2021 [231,196,353,205]
legal-notice [680,1064,888,1152]
notice-pub: Publish: ES Mountain Views News AUG 28, SEPT. 4, 11, 18, 2021 [903,793,1112,813]
notice-pub: Dates Pub: SEP. 04, 11, 18, 25, 2021 [231,304,353,313]
notice-column [680,107,894,2508]
notice-pub: Dates Pub: SEP. 04, 11, 18, 25, 2021 [231,988,353,998]
notice-pub: Dates Pub: SEP. 4, 11, 18, 25, 2021 [455,1044,573,1054]
notice-body: The following person(s) is (are) doing business as: ZERO TO SELL REAL ESTATE, LOAN SOURCE CENTRAL, 3721 CORNERSTALL, 6068 OBISPO AVE, LAKEWOOD, CA 90712. This business is conducted by: AN INDIVIDUAL. [455,609,663,650]
notice-heading: FICTITIOUS BUSINESS NAME STATEMENT FILE NO. 2021-187112 [680,303,888,323]
footer [0,2512,1456,2552]
notice-pub: Dates Pub: SEP. 04, 11, 18, 25, 2021 [231,510,353,520]
notice-pub: Publish: ES Mountain Views News AUG 28, SEPT. 4, 11, 18, 2021 [1127,185,1336,205]
notice-columns [8,107,1342,2508]
notice-column [232,107,447,2508]
notice-heading: FILE NO. 2021-193532 STATEMENT OF ABANDONMENT OF USE OF FICTITIOUS BUSINESS NAME [455,771,663,801]
notice-heading: FICTITIOUS BUSINESS NAME STATEMENT FILE NO. 2021196176 [8,636,216,656]
notice-body: The following person(s) is (are) doing business as: ONE DAY TREE & LANDSCAPE INC, 459 LEWIS ST, LOS ANGELES, CA 90042. Full name of registrant(s) is (are) ONE DAY TREE & LANDSCAPE INC. This business is conducted by: A CORPORATION. [903,315,1112,367]
legal-notice [232,216,440,314]
legal-notice [1127,757,1336,856]
notice-heading: FICTITIOUS BUSINESS NAME STATEMENT FILE NO. 2021178697 [1127,649,1336,669]
notice-pub: Dates Pub: SEP. 04, 11, 18, 25, 2021 [455,174,577,184]
legal-notice [455,292,663,381]
